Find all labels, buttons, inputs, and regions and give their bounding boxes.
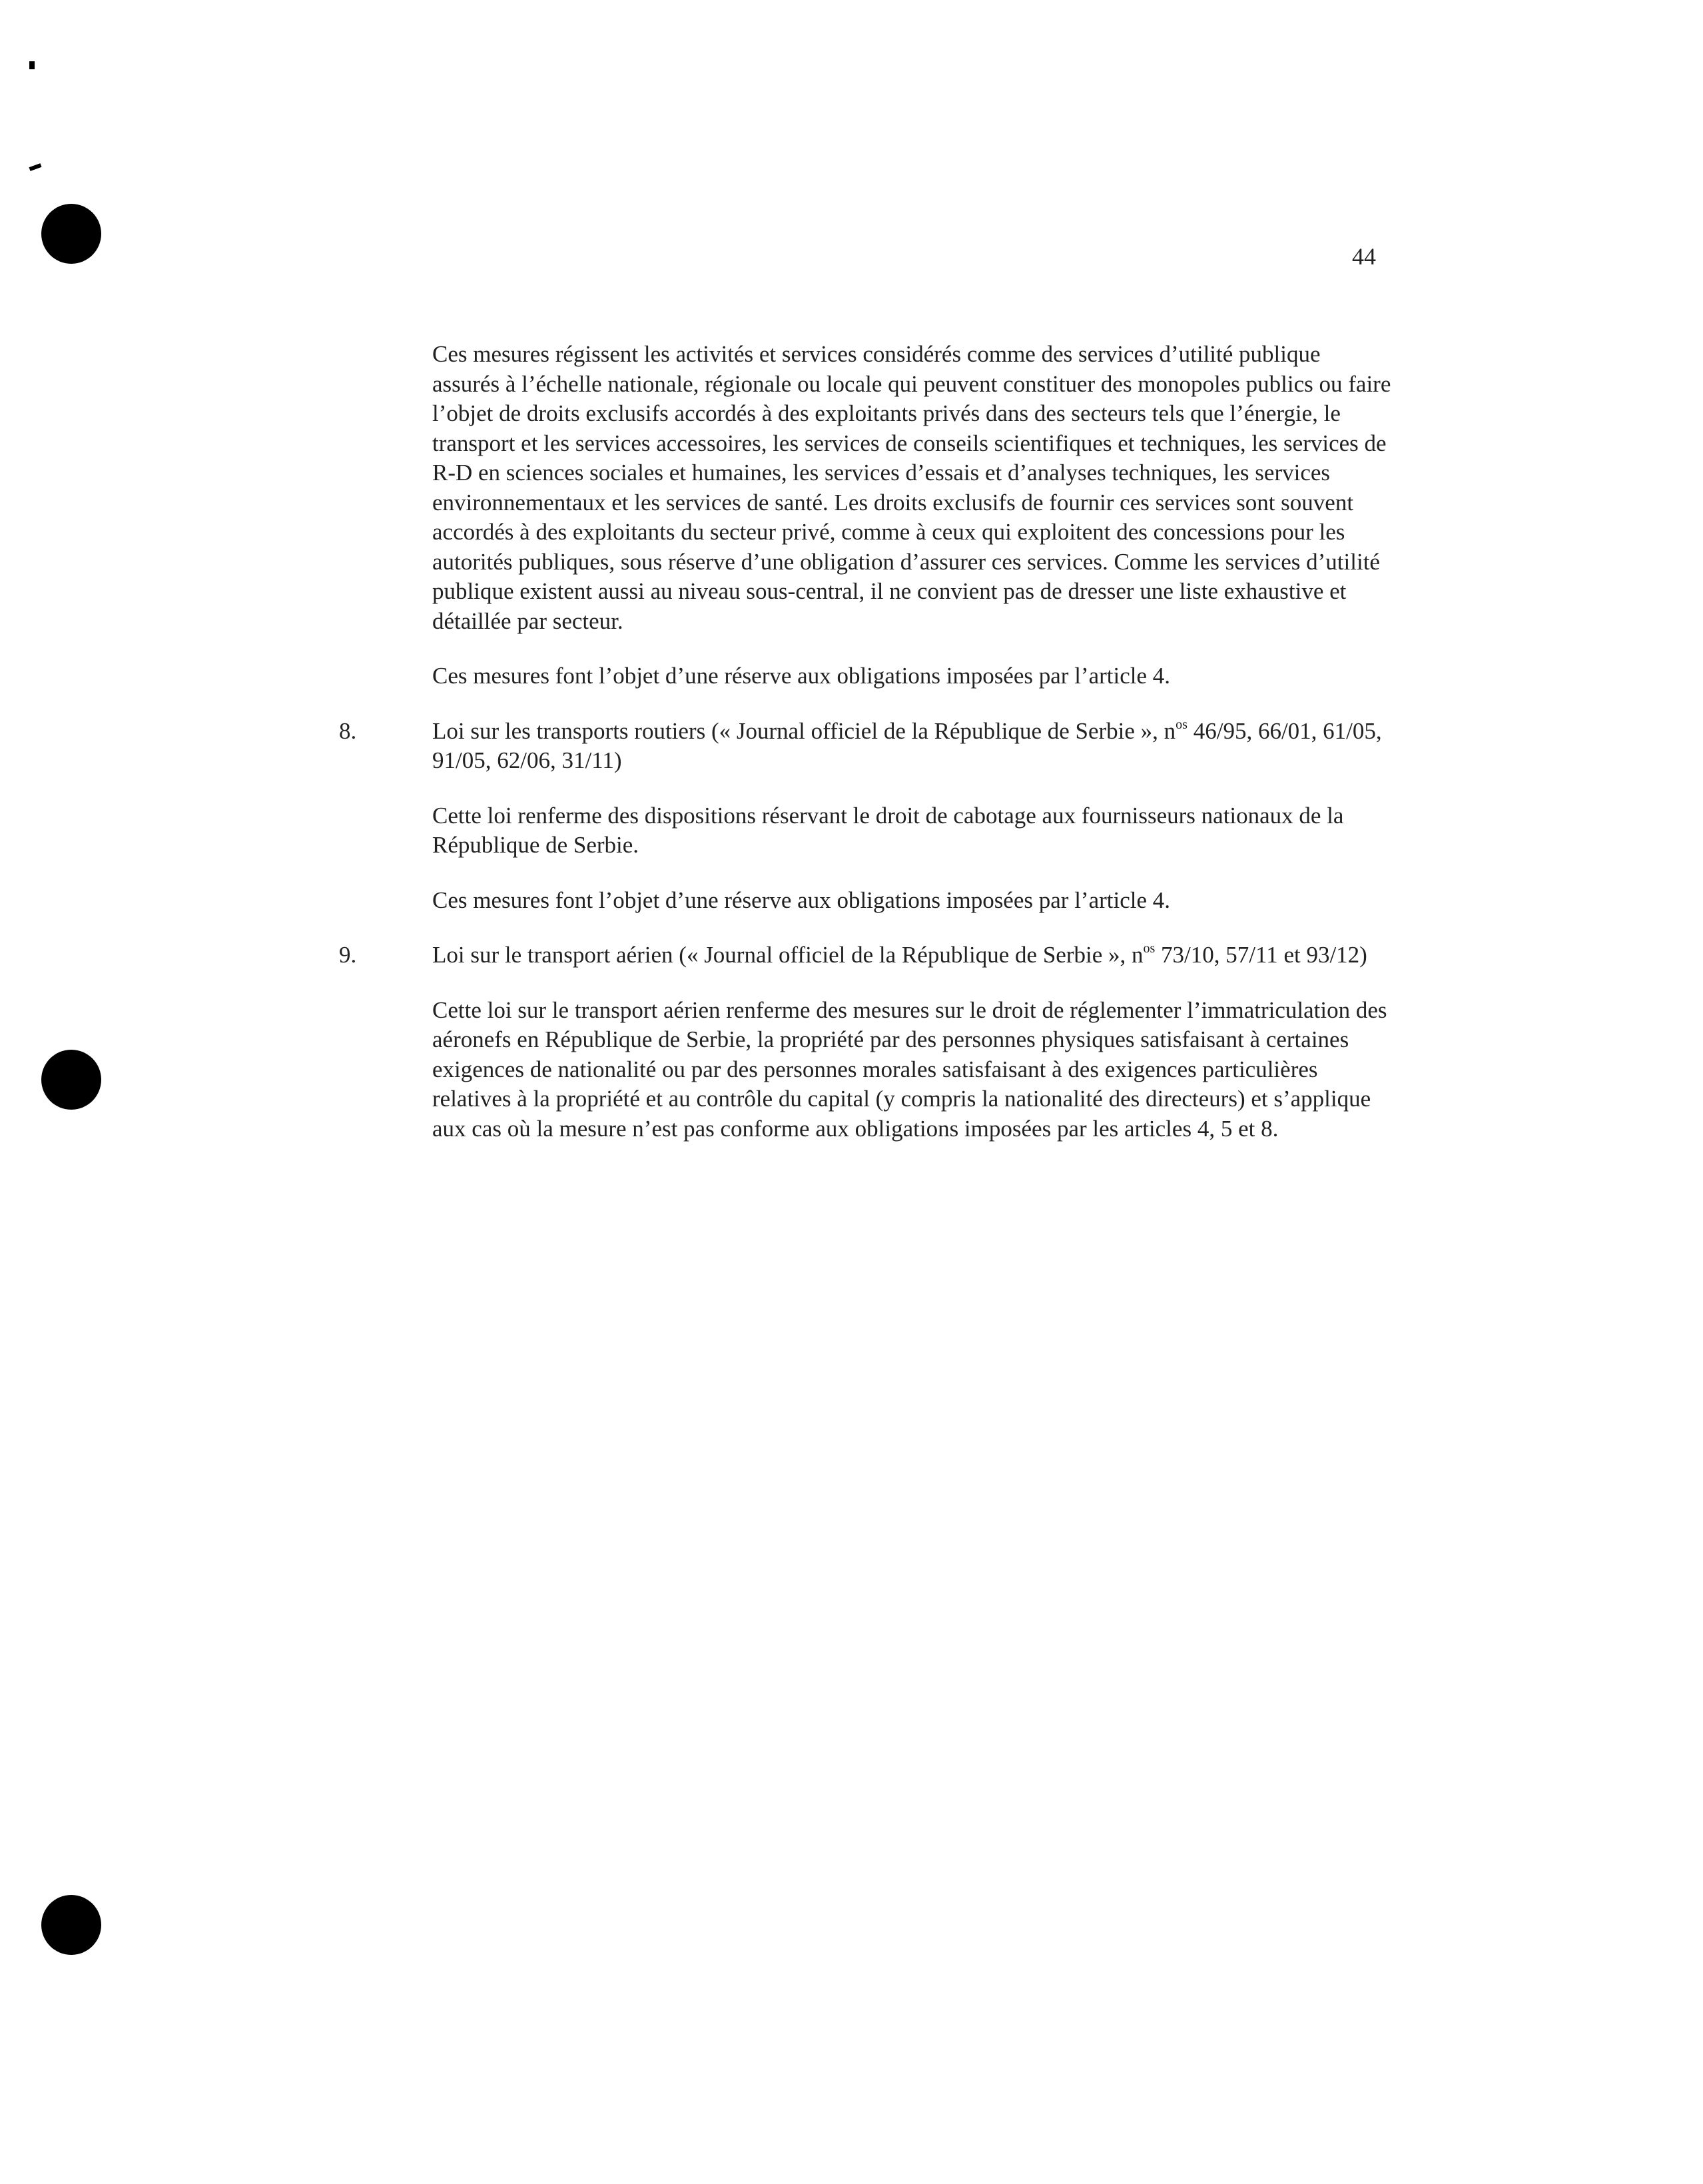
intro-reservation: Ces mesures font l’objet d’une réserve aux obligations imposées par l’article 4. [432, 663, 1171, 689]
punch-hole-top [41, 204, 101, 264]
list-item-9 [339, 940, 1391, 1144]
item-title [432, 717, 1391, 776]
item-title-text: Loi sur les transports routiers (« Journal officiel de la République de Serbie », n [432, 717, 1176, 744]
scan-mark-top [29, 61, 35, 69]
item-title-sup: os [1176, 717, 1188, 732]
punch-hole-bottom [41, 1895, 101, 1955]
document-body [339, 340, 1391, 1169]
page-number: 44 [1352, 243, 1376, 270]
item-number: 8. [339, 717, 357, 744]
item-title-text: Loi sur le transport aérien (« Journal officiel de la République de Serbie », n [432, 942, 1144, 968]
item-reservation: Ces mesures font l’objet d’une réserve aux obligations imposées par l’article 4. [432, 887, 1171, 913]
intro-paragraph: Ces mesures régissent les activités et services considérés comme des services d’utilité publique assurés à l’échelle nationale, régionale ou locale qui peuvent constituer des monopoles publics ou faire l’objet de droits exclusifs accordés à des exploitants privés dans des secteurs tels que l’énergie, le transport et les services accessoires, les services de conseils scientifiques et techniques, les services de R-D en sciences sociales et humaines, les services d’essais et d’analyses techniques, les services environnementaux et les services de santé. Les droits exclusifs de fournir ces services sont souvent accordés à des exploitants du secteur privé, comme à ceux qui exploitent des concessions pour les autorités publiques, sous réserve d’une obligation d’assurer ces services. Comme les services d’utilité publique existent aussi au niveau sous-central, il ne convient pas de dresser une liste exhaustive et détaillée par secteur. [432, 341, 1391, 634]
item-description: Cette loi renferme des dispositions réservant le droit de cabotage aux fournisseurs nationaux de la République de Serbie. [432, 802, 1344, 858]
item-title-sup: os [1143, 941, 1156, 956]
list-item-8 [339, 717, 1391, 916]
item-number: 9. [339, 942, 357, 968]
item-title [432, 940, 1391, 970]
item-title-refs: 73/10, 57/11 et 93/12) [1155, 942, 1367, 968]
item-description: Cette loi sur le transport aérien renferme des mesures sur le droit de réglementer l’immatriculation des aéronefs en République de Serbie, la propriété par des personnes physiques satisfaisant à certaines exigences de nationalité ou par des personnes morales satisfaisant à des exigences particulières relatives à la propriété et au contrôle du capital (y compris la nationalité des directeurs) et s’applique aux cas où la mesure n’est pas conforme aux obligations imposées par les articles 4, 5 et 8. [432, 996, 1387, 1142]
scan-mark-arrow [29, 163, 42, 171]
punch-hole-middle [41, 1050, 101, 1110]
item-title-refs: 46/95, 66/01, 61/05, 91/05, 62/06, 31/11) [432, 717, 1382, 773]
